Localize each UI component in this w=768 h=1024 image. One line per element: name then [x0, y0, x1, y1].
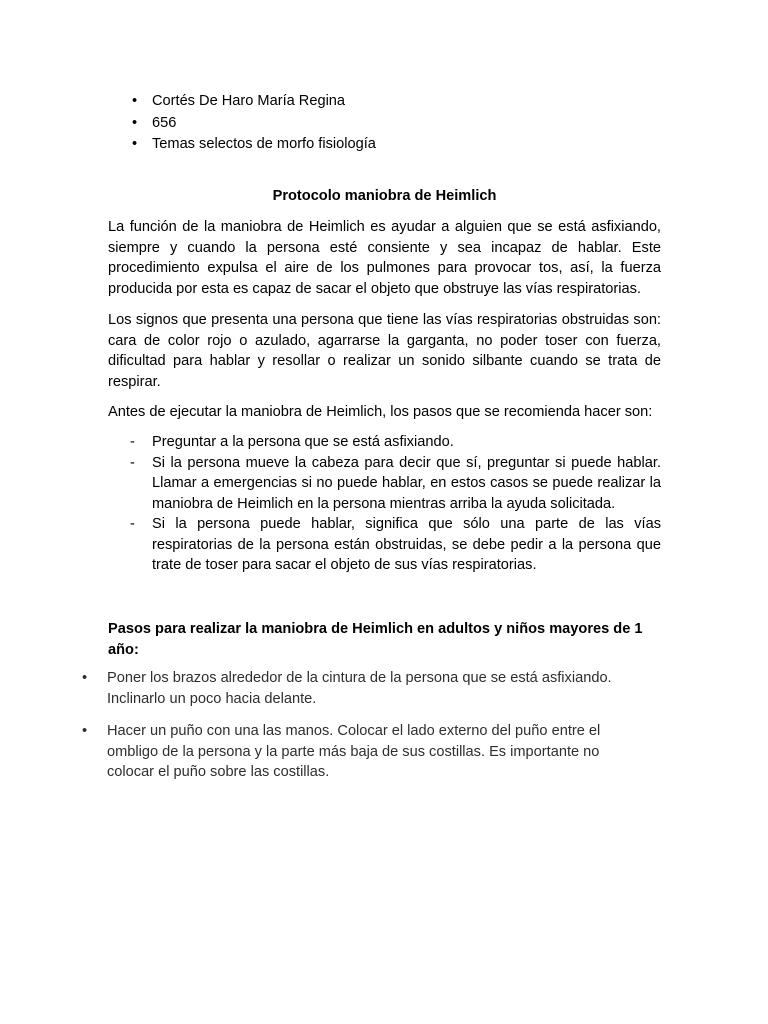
- paragraph-purpose: La función de la maniobra de Heimlich es ayudar a alguien que se está asfixiando, siempre y cuando la persona esté consiente y sea incapaz de hablar. Este procedimiento expulsa el aire de los pulmones para provocar tos, así, la fuerza producida por esta es capaz de sacar el objeto que obstruye las vías respiratorias.: [108, 219, 661, 297]
- course-name-text: Temas selectos de morfo fisiología: [152, 136, 376, 152]
- student-number: [108, 113, 668, 135]
- heimlich-step: [76, 721, 636, 783]
- recommended-step: [108, 432, 661, 453]
- student-number-text: 656: [152, 114, 177, 131]
- document-title: Protocolo maniobra de Heimlich: [272, 188, 497, 204]
- dash-icon: -: [130, 434, 135, 450]
- heimlich-step: [76, 668, 636, 709]
- bullet-icon: •: [132, 93, 138, 109]
- recommended-steps-list: [108, 432, 661, 576]
- recommended-step: [108, 514, 661, 576]
- dash-icon: -: [130, 454, 135, 471]
- paragraph-before-steps: Antes de ejecutar la maniobra de Heimlich, los pasos que se recomienda hacer son:: [108, 404, 653, 420]
- student-name: [108, 91, 668, 113]
- course-name: [108, 134, 668, 156]
- student-info-list: [108, 91, 668, 156]
- heimlich-step-text: Poner los brazos alrededor de la cintura de la persona que se está asfixiando. Inclinarlo un poco hacia delante.: [107, 670, 612, 707]
- recommended-step-text: Si la persona puede hablar, significa que sólo una parte de las vías respiratorias de la persona están obstruidas, se debe pedir a la persona que trate de toser para sacar el objeto de sus vías respiratorias.: [152, 516, 661, 573]
- recommended-step-text: Si la persona mueve la cabeza para decir que sí, preguntar si puede hablar. Llamar a emergencias si no puede hablar, en estos casos se puede realizar la maniobra de Heimlich en la persona mientras arriba la ayuda solicitada.: [152, 454, 661, 512]
- dash-icon: -: [130, 516, 135, 532]
- recommended-step: [108, 453, 661, 515]
- paragraph-signs: Los signos que presenta una persona que tiene las vías respiratorias obstruidas son: cara de color rojo o azulado, agarrarse la garganta, no poder toser con fuerza, dificultad para hablar y resollar o realizar un sonido silbante cuando se trata de respirar.: [108, 312, 661, 390]
- bullet-icon: •: [132, 114, 138, 131]
- bullet-icon: •: [82, 723, 88, 739]
- heimlich-steps-list: [76, 668, 636, 795]
- student-name-text: Cortés De Haro María Regina: [152, 93, 346, 109]
- recommended-step-text: Preguntar a la persona que se está asfixiando.: [152, 434, 454, 450]
- bullet-icon: •: [82, 670, 88, 686]
- bullet-icon: •: [132, 136, 138, 152]
- heimlich-step-text: Hacer un puño con una las manos. Colocar el lado externo del puño entre el ombligo de la persona y la parte más baja de sus costillas. Es importante no colocar el puño sobre las costillas.: [107, 723, 601, 780]
- steps-section-title: Pasos para realizar la maniobra de Heimlich en adultos y niños mayores de 1 año:: [108, 621, 643, 658]
